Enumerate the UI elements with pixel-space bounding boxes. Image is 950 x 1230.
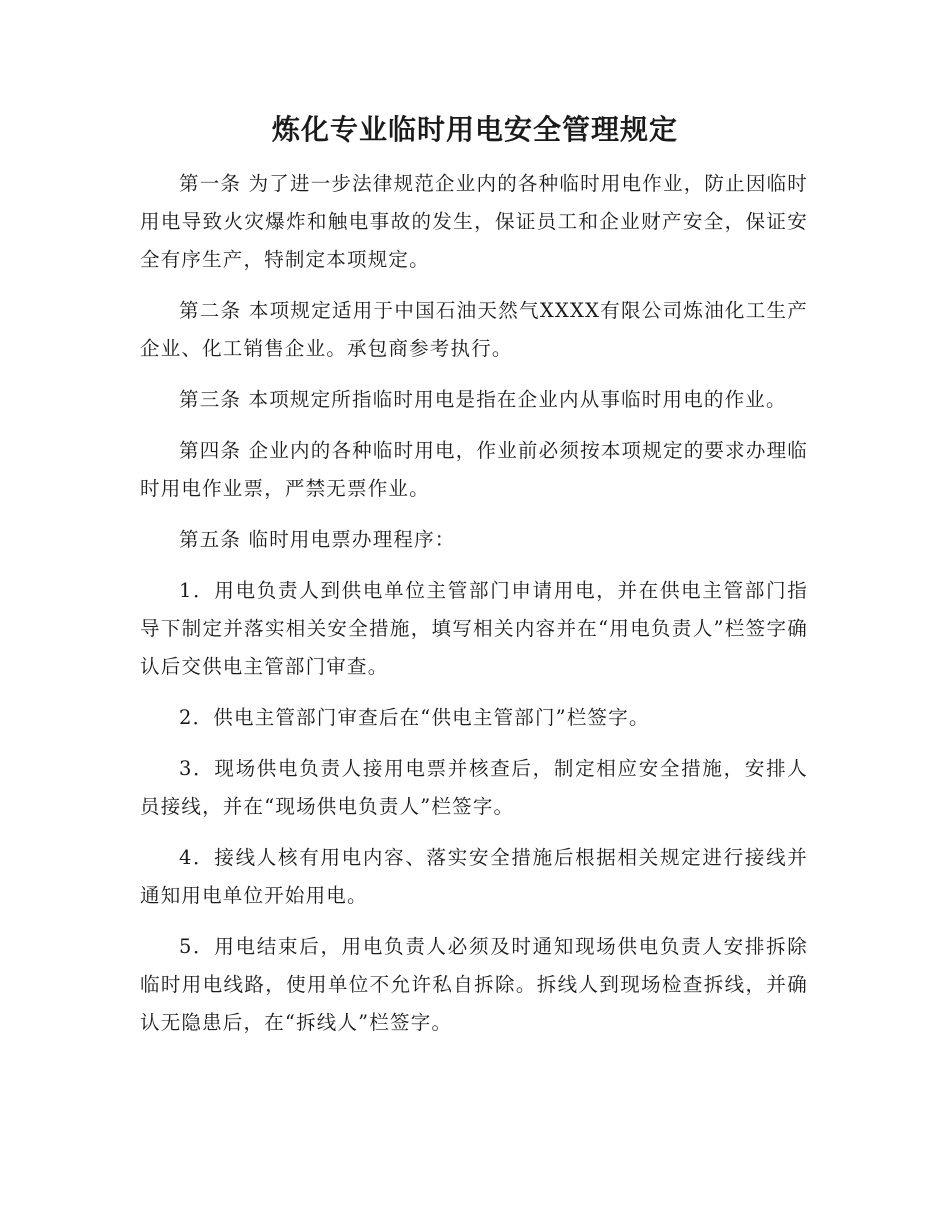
paragraph-article-4: 第四条 企业内的各种临时用电，作业前必须按本项规定的要求办理临时用电作业票，严禁无票作业。: [140, 439, 808, 500]
paragraph-step-4: 4．接线人核有用电内容、落实安全措施后根据相关规定进行接线并通知用电单位开始用电。: [140, 846, 808, 907]
document-body: [140, 165, 808, 1055]
paragraph-step-3: 3．现场供电负责人接用电票并核查后，制定相应安全措施，安排人员接线，并在“现场供电负责人”栏签字。: [140, 757, 808, 818]
paragraph-article-5: 第五条 临时用电票办理程序：: [179, 528, 456, 551]
paragraph-article-3: 第三条 本项规定所指临时用电是指在企业内从事临时用电的作业。: [179, 388, 787, 411]
paragraph-article-1: 第一条 为了进一步法律规范企业内的各种临时用电作业，防止因临时用电导致火灾爆炸和触电事故的发生，保证员工和企业财产安全，保证安全有序生产，特制定本项规定。: [140, 172, 808, 271]
paragraph-step-2: 2．供电主管部门审查后在“供电主管部门”栏签字。: [179, 706, 650, 729]
paragraph-step-5: 5．用电结束后，用电负责人必须及时通知现场供电负责人安排拆除临时用电线路，使用单位不允许私自拆除。拆线人到现场检查拆线，并确认无隐患后，在“拆线人”栏签字。: [140, 935, 808, 1034]
document-title: 炼化专业临时用电安全管理规定: [271, 113, 678, 146]
paragraph-step-1: 1．用电负责人到供电单位主管部门申请用电，并在供电主管部门指导下制定并落实相关安全措施，填写相关内容并在“用电负责人”栏签字确认后交供电主管部门审查。: [140, 579, 808, 678]
paragraph-article-2: 第二条 本项规定适用于中国石油天然气XXXX有限公司炼油化工生产企业、化工销售企业。承包商参考执行。: [140, 299, 808, 360]
